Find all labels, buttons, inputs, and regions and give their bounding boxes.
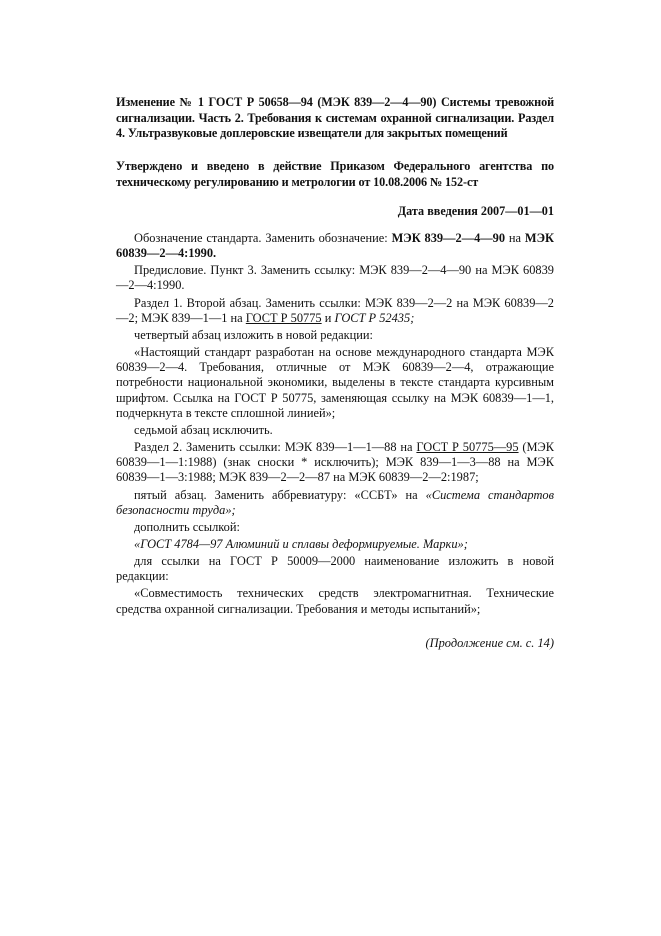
amendment-body <box>116 231 554 619</box>
paragraph-seventh-abzac: седьмой абзац исключить. <box>134 422 273 437</box>
paragraph-add-reference: дополнить ссылкой: <box>134 519 240 534</box>
introduction-date: Дата введения 2007—01—01 <box>397 204 554 218</box>
gost-50775-ref: ГОСТ Р 50775 <box>245 310 322 325</box>
paragraph-section2: Раздел 2. Заменить ссылки: МЭК 839—1—1—88 на ГОСТ Р 50775—95 (МЭК 60839—1—1:1988) (знак сноски * исключить); МЭК 839—1—3—88 на МЭК 60839—1—3:1988; МЭК 839—2—2—87 на МЭК 60839—2—2:1987; <box>116 440 554 485</box>
approval-statement: Утверждено и введено в действие Приказом Федерального агентства по техническому регулированию и метрологии от 10.08.2006 № 152-ст <box>116 159 554 189</box>
gost-52435-ref: ГОСТ Р 52435 <box>334 310 411 325</box>
paragraph-gost-4784: «ГОСТ 4784—97 Алюминий и сплавы деформируемые. Марки»; <box>134 536 468 551</box>
paragraph-quote-standard: «Настоящий стандарт разработан на основе международного стандарта МЭК 60839—2—4. Требования, отличные от МЭК 60839—2—4, отражающие потребности национальной экономики, выделены в тексте стандарта курсивным шрифтом. Ссылка на ГОСТ Р 50775, заменяющая ссылку на МЭК 60839—1—1, подчеркнута в тексте сплошной линией»; <box>116 345 554 420</box>
paragraph-fourth-abzac: четвертый абзац изложить в новой редакции: <box>134 327 373 342</box>
paragraph-section1: Раздел 1. Второй абзац. Заменить ссылки: МЭК 839—2—2 на МЭК 60839—2—2; МЭК 839—1—1 на ГОСТ Р 50775 и ГОСТ Р 52435; <box>116 295 554 325</box>
paragraph-compatibility: «Совместимость технических средств электромагнитная. Технические средства охранной сигнализации. Требования и методы испытаний»; <box>116 586 554 616</box>
paragraph-fifth-abzac: пятый абзац. Заменить аббревиатуру: «ССБТ» на «Система стандартов безопасности труда»; <box>116 487 554 517</box>
gost-50775-95-ref: ГОСТ Р 50775—95 <box>416 440 519 455</box>
paragraph-designation: Обозначение стандарта. Заменить обозначение: МЭК 839—2—4—90 на МЭК 60839—2—4:1990. <box>116 231 554 261</box>
paragraph-gost-50009: для ссылки на ГОСТ Р 50009—2000 наименование изложить в новой редакции: <box>116 554 554 584</box>
paragraph-foreword: Предисловие. Пункт 3. Заменить ссылку: МЭК 839—2—4—90 на МЭК 60839—2—4:1990. <box>116 263 554 293</box>
continuation-note: (Продолжение см. с. 14) <box>425 636 554 650</box>
amendment-title: Изменение № 1 ГОСТ Р 50658—94 (МЭК 839—2—4—90) Системы тревожной сигнализации. Часть 2. Требования к системам охранной сигнализации. Раздел 4. Ультразвуковые доплеровские извещатели для закрытых помещений <box>116 95 554 140</box>
